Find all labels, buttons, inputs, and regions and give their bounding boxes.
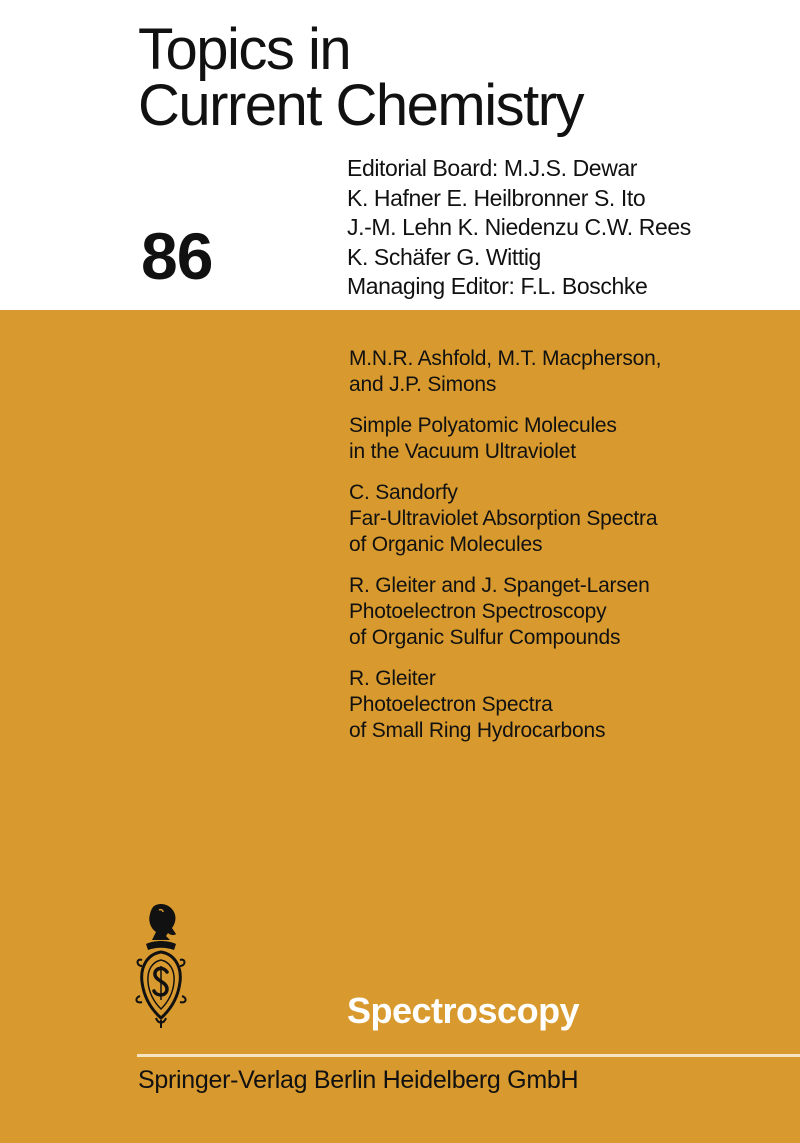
subject-title: Spectroscopy [347,990,580,1031]
editorial-board [347,154,691,302]
contents-list [349,346,661,761]
contents-entry [349,413,661,465]
contents-entry [349,666,661,744]
contents-line: R. Gleiter and J. Spanget-Larsen [349,574,650,597]
volume-number: 86 [141,219,213,293]
contents-line: C. Sandorfy [349,481,458,504]
contents-entry [349,573,661,651]
contents-line: Far-Ultraviolet Absorption Spectra [349,507,658,530]
contents-line: in the Vacuum Ultraviolet [349,440,576,463]
contents-line: and J.P. Simons [349,373,497,396]
series-title [138,17,584,138]
series-title-line-1: Topics in [138,17,351,82]
top-panel [0,0,800,310]
contents-line: Photoelectron Spectroscopy [349,600,607,623]
contents-line: M.N.R. Ashfold, M.T. Macpherson, [349,347,662,370]
contents-line: of Small Ring Hydrocarbons [349,719,606,742]
springer-knight-logo-icon [130,900,192,1030]
divider-rule [137,1054,800,1057]
contents-line: R. Gleiter [349,667,436,690]
contents-entry [349,346,661,398]
editorial-board-line: K. Schäfer G. Wittig [347,243,541,270]
contents-line: of Organic Sulfur Compounds [349,626,621,649]
editorial-board-line: Editorial Board: M.J.S. Dewar [347,155,638,181]
contents-entry [349,480,661,558]
managing-editor-line: Managing Editor: F.L. Boschke [347,273,648,299]
contents-line: Photoelectron Spectra [349,693,553,716]
contents-line: of Organic Molecules [349,533,543,556]
contents-line: Simple Polyatomic Molecules [349,414,617,437]
series-title-line-2: Current Chemistry [138,73,584,138]
publisher-name: Springer-Verlag Berlin Heidelberg GmbH [138,1066,579,1094]
editorial-board-line: J.-M. Lehn K. Niedenzu C.W. Rees [347,214,691,240]
editorial-board-line: K. Hafner E. Heilbronner S. Ito [347,184,646,211]
